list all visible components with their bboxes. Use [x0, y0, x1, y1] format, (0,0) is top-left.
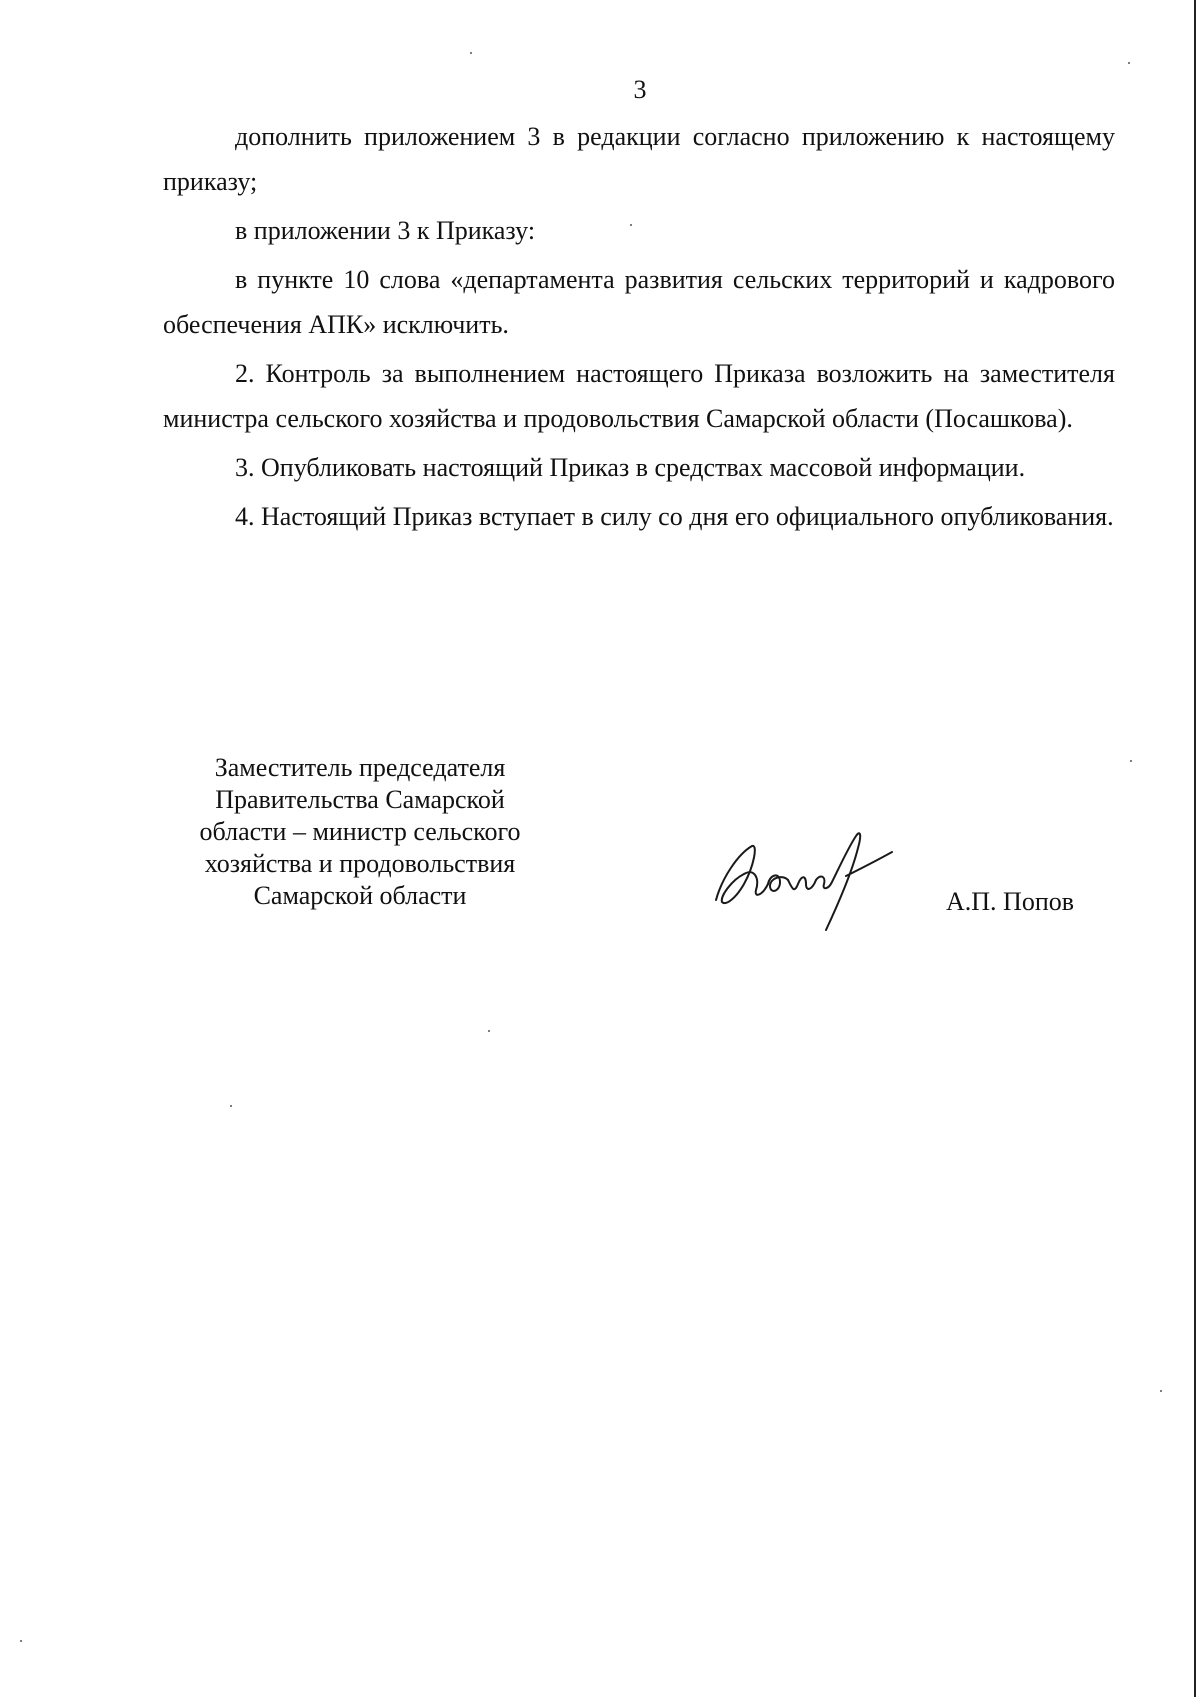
scan-edge-line	[1194, 0, 1196, 1697]
scan-speck	[1130, 760, 1132, 762]
scan-speck	[1128, 62, 1130, 64]
scan-speck	[488, 1030, 490, 1032]
position-line: области – министр сельского	[199, 817, 521, 846]
order-body	[163, 114, 1115, 543]
handwritten-signature	[708, 818, 908, 938]
scan-speck	[20, 1640, 22, 1642]
position-line: Самарской области	[253, 881, 467, 910]
scan-speck	[230, 1105, 232, 1107]
scan-speck	[470, 52, 472, 54]
scan-speck	[1160, 1390, 1162, 1392]
signatory-position	[160, 752, 560, 912]
paragraph-publish: 3. Опубликовать настоящий Приказ в средствах массовой информации.	[235, 453, 1026, 482]
paragraph-effective: 4. Настоящий Приказ вступает в силу со дня его официального опубликования.	[235, 502, 1114, 531]
position-line: Заместитель председателя	[214, 753, 506, 782]
paragraph-appendix-3: в приложении 3 к Приказу:	[235, 216, 536, 245]
position-line: Правительства Самарской	[215, 785, 505, 814]
page-number: 3	[633, 75, 647, 104]
paragraph-supplement: дополнить приложением 3 в редакции согласно приложению к настоящему приказу;	[163, 122, 1115, 196]
signer-name: А.П. Попов	[946, 887, 1075, 916]
position-line: хозяйства и продовольствия	[204, 849, 516, 878]
paragraph-item-10: в пункте 10 слова «департамента развития сельских территорий и кадрового обеспечения АПК» исключить.	[163, 265, 1115, 339]
paragraph-control: 2. Контроль за выполнением настоящего Приказа возложить на заместителя министра сельского хозяйства и продовольствия Самарской области (Посашкова).	[163, 359, 1115, 433]
